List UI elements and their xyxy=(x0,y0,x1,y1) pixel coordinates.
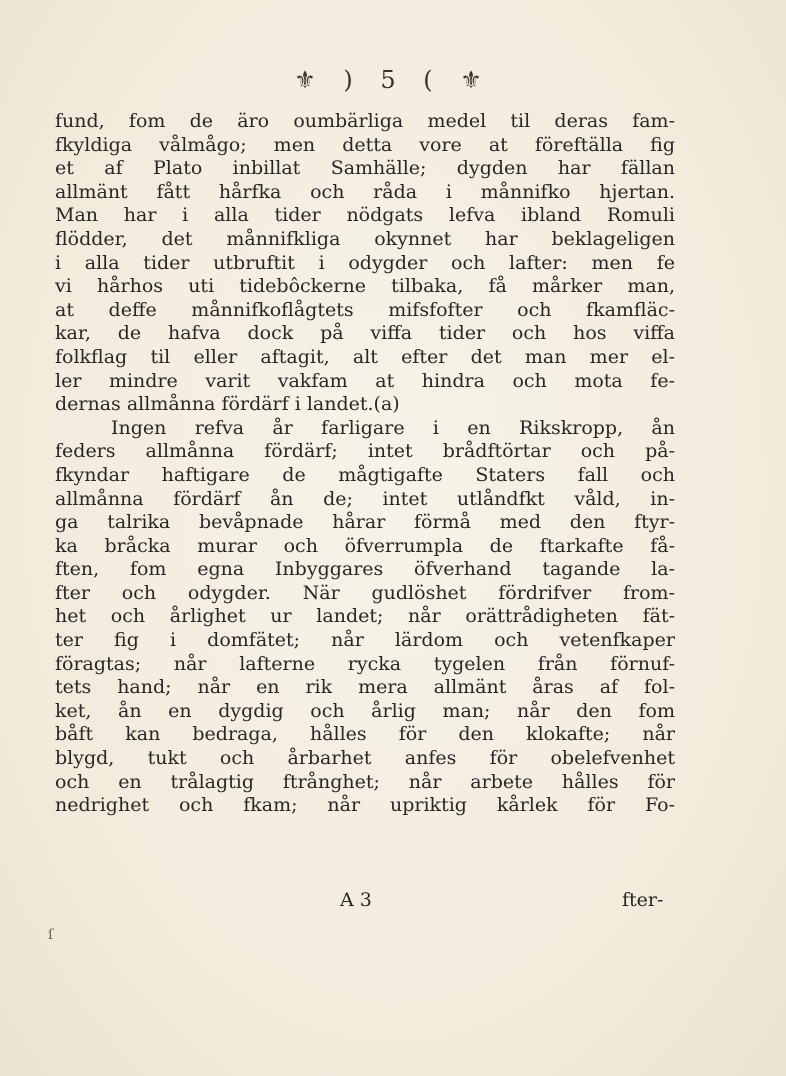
catchword: fter- xyxy=(622,889,664,911)
text-line: fkyldiga vålmågo; men detta vore at föreftälla fig xyxy=(55,133,675,156)
text-line: ka bråcka murar och öfverrumpla de ftarkafte få- xyxy=(55,534,675,557)
text-line: föragtas; når lafterne rycka tygelen från förnuf- xyxy=(55,652,675,675)
text-line: at deffe månnifkoflågtets mifsfofter och fkamfläc- xyxy=(55,298,675,321)
body-text xyxy=(55,110,675,818)
text-line: folkflag til eller aftagit, alt efter det man mer el- xyxy=(55,345,675,368)
page-number-header: ⚜ ) 5 ( ⚜ xyxy=(294,66,492,94)
text-line: feders allmånna fördärf; intet brådftörtar och på- xyxy=(55,440,675,463)
text-line: ter fig i domfätet; når lärdom och vetenfkaper xyxy=(55,629,675,652)
text-line: fter och odygder. När gudlöshet fördrifver from- xyxy=(55,581,675,604)
text-line: et af Plato inbillat Samhälle; dygden har fällan xyxy=(55,157,675,180)
text-line: ga talrika bevåpnade hårar förmå med den ftyr- xyxy=(55,511,675,534)
text-line: ket, ån en dygdig och årlig man; når den fom xyxy=(55,699,675,722)
text-line: båft kan bedraga, hålles för den klokafte; når xyxy=(55,723,675,746)
text-line: ften, fom egna Inbyggares öfverhand tagande la- xyxy=(55,558,675,581)
text-line: i alla tider utbruftit i odygder och lafter: men fe xyxy=(55,251,675,274)
text-line: vi hårhos uti tidebôckerne tilbaka, få mårker man, xyxy=(55,275,675,298)
text-line: allmänt fått hårfka och råda i månnifko hjertan. xyxy=(55,180,675,203)
text-line: allmånna fördärf ån de; intet utlåndfkt våld, in- xyxy=(55,487,675,510)
signature-mark: A 3 xyxy=(340,889,372,911)
text-line: tets hand; når en rik mera allmänt åras af fol- xyxy=(55,676,675,699)
text-line: het och årlighet ur landet; når orättrådigheten fät- xyxy=(55,605,675,628)
text-line: och en trålagtig ftrånghet; når arbete hålles för xyxy=(55,770,675,793)
text-line: flödder, det månnifkliga okynnet har beklageligen xyxy=(55,227,675,250)
text-line: Man har i alla tider nödgats lefva ibland Romuli xyxy=(55,204,675,227)
page-footer xyxy=(0,889,786,915)
stray-mark: ſ xyxy=(48,927,54,943)
text-line: blygd, tukt och årbarhet anfes för obelefvenhet xyxy=(55,747,675,770)
text-line: fkyndar haftigare de mågtigafte Staters fall och xyxy=(55,463,675,486)
text-line: fund, fom de äro oumbärliga medel til deras fam- xyxy=(55,110,675,132)
text-line: ler mindre varit vakfam at hindra och mota fe- xyxy=(55,369,675,392)
text-line-paragraph-start: Ingen refva år farligare i en Rikskropp, ån xyxy=(111,416,675,439)
text-line: nedrighet och fkam; når upriktig kårlek för Fo- xyxy=(55,794,675,817)
text-line-paragraph-end: dernas allmånna fördärf i landet.(a) xyxy=(55,393,400,416)
text-line: kar, de hafva dock på viffa tider och hos viffa xyxy=(55,322,675,345)
